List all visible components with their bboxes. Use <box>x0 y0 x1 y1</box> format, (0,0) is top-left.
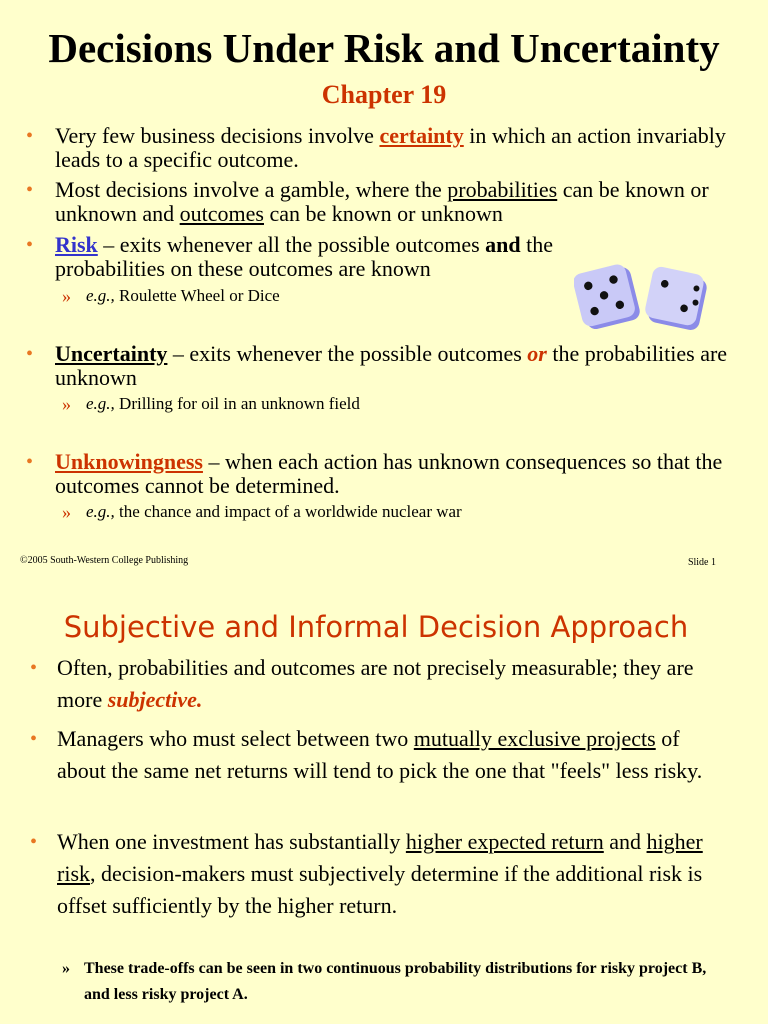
bullet-marker: • <box>26 125 34 147</box>
bullet-text: Managers who must select between two mutually exclusive projects of about the same net returns will tend to pick the one that "feels" less risky. <box>57 726 703 783</box>
keyword-mutually-exclusive: mutually exclusive projects <box>413 726 656 751</box>
keyword-certainty: certainty <box>379 123 464 148</box>
keyword-outcomes: outcomes <box>179 201 264 226</box>
bullet-text: Often, probabilities and outcomes are not precisely measurable; they are more subjective. <box>57 655 694 712</box>
keyword-subjective: subjective. <box>107 687 203 712</box>
keyword-higher-risk: higher risk <box>57 829 703 886</box>
keyword-uncertainty: Uncertainty <box>55 341 168 366</box>
sub-bullet-marker: » <box>62 394 71 414</box>
keyword-probabilities: probabilities <box>447 177 558 202</box>
copyright-footer: ©2005 South-Western College Publishing <box>20 555 189 566</box>
slide-title: Subjective and Informal Decision Approach <box>63 610 689 644</box>
bullet-marker: • <box>30 728 38 750</box>
bullet-marker: • <box>26 234 34 256</box>
bullet-text: Risk – exits whenever all the possible outcomes and the probabilities on these outcomes are known <box>55 232 554 281</box>
sub-bullet-marker: » <box>62 286 71 306</box>
slide-2: Subjective and Informal Decision Approach • Often, probabilities and outcomes are not precisely measurable; they are more subjective. • Managers who must select between two mutually exclusive projects of about the same net returns will tend to pick the one that "feels" less risky. • When one investment has substantially higher expected return and higher risk, decision-makers must subjectively determine if the additional risk is offset sufficiently by the higher return. » These trade-offs can be seen in two continuous probability distributions for risky project B, and less risky project A. <box>0 582 768 1024</box>
slide-subtitle: Chapter 19 <box>321 80 447 109</box>
sub-bullet-marker: » <box>62 502 71 522</box>
bullet-marker: • <box>30 831 38 853</box>
sub-bullet-marker: » <box>62 960 70 977</box>
bullet-marker: • <box>26 343 34 365</box>
bullet-text: When one investment has substantially higher expected return and higher risk, decision-makers must subjectively determine if the additional risk is offset sufficiently by the higher return. <box>57 829 703 918</box>
bullet-marker: • <box>30 657 38 679</box>
bullet-text: Most decisions involve a gamble, where the probabilities can be known or unknown and outcomes can be known or unknown <box>55 177 709 226</box>
bullet-text: Very few business decisions involve certainty in which an action invariably leads to a specific outcome. <box>55 123 726 172</box>
bullet-marker: • <box>26 451 34 473</box>
slide-title: Decisions Under Risk and Uncertainty <box>48 25 720 71</box>
slide-1: Decisions Under Risk and Uncertainty Chapter 19 • Very few business decisions involve certainty in which an action invariably leads to a specific outcome. • Most decisions involve a gamble, where the probabilities can be known or unknown and outcomes can be known or unknown • Risk – exits whenever all the possible outcomes and the probabilities on these outcomes are known » e.g., Roulette Wheel or Dice • Uncertainty – exits whenever the possible outcomes or the probabilities are unknown » e.g., Drilling for oil in an unknown field • Unknowingness – when each action has unknown consequences so that the outcomes cannot be determined. » e.g., the chance and impact of a worldwide nuclear war ©2005 South-Western College Publishing Slide 1 <box>0 0 768 582</box>
slide-number: Slide 1 <box>687 557 716 568</box>
keyword-unknowingness: Unknowingness <box>55 449 203 474</box>
keyword-risk: Risk <box>55 232 98 257</box>
bullet-text: Uncertainty – exits whenever the possible outcomes or the probabilities are unknown <box>55 341 728 390</box>
bullet-text: Unknowingness – when each action has unknown consequences so that the outcomes cannot be determined. <box>55 449 723 498</box>
dice-icon <box>574 262 714 334</box>
bullet-marker: • <box>26 179 34 201</box>
keyword-higher-expected-return: higher expected return <box>405 829 604 854</box>
